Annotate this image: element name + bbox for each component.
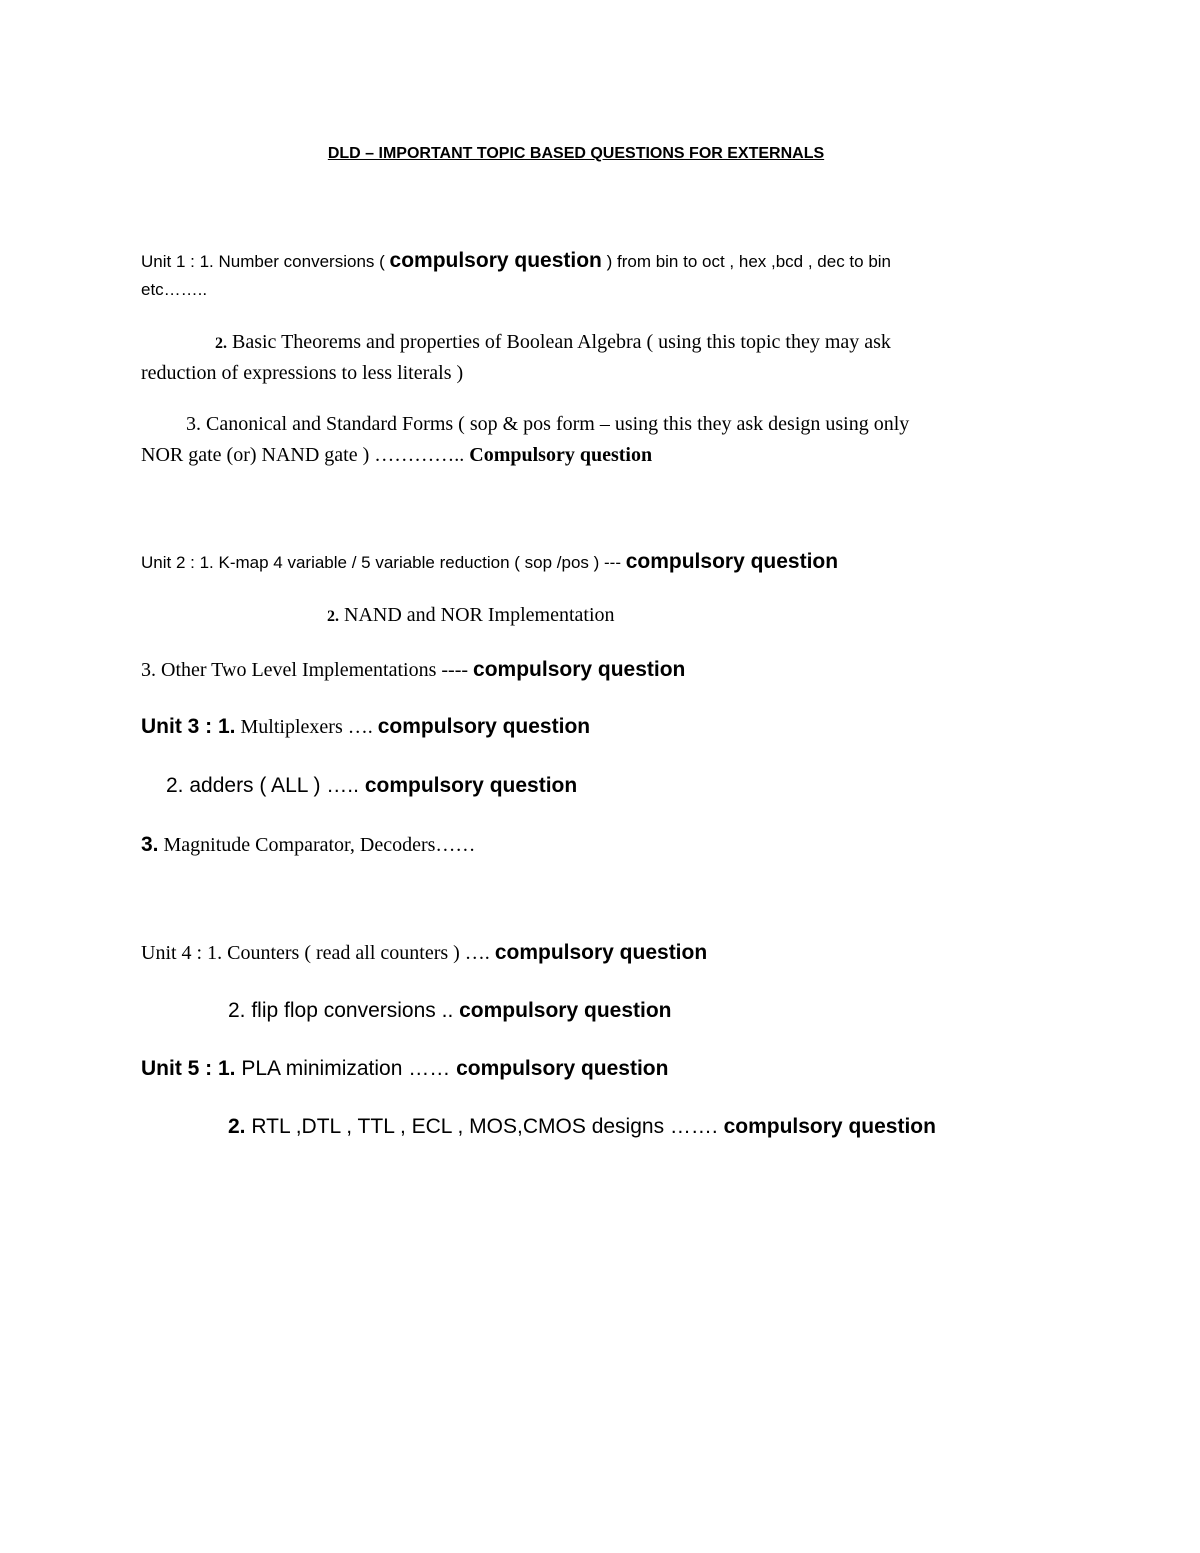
unit4-item2-text: 2. flip flop conversions ..: [228, 999, 460, 1022]
unit4-item1: [141, 940, 707, 965]
unit1-item2-text: Basic Theorems and properties of Boolean Algebra ( using this topic they may ask: [227, 331, 891, 353]
unit2-label: Unit 2 : 1. K-map 4 variable / 5 variable reduction ( sop /pos ) ---: [141, 553, 626, 572]
unit3-item2-compulsory: compulsory question: [364, 774, 578, 797]
unit1-label: Unit 1 :: [141, 252, 200, 271]
unit4-item2-compulsory: compulsory question: [459, 999, 672, 1022]
unit1-item3-continuation: [141, 443, 652, 467]
unit5-label: Unit 5 : 1.: [141, 1057, 236, 1080]
unit1-item2-continuation: reduction of expressions to less literals ): [141, 362, 464, 384]
unit4-item1-compulsory: compulsory question: [494, 941, 708, 964]
unit2-item2-number: 2.: [327, 608, 339, 625]
unit5-item1-compulsory: compulsory question: [456, 1057, 669, 1080]
unit1-item1-number: 1.: [199, 252, 219, 271]
document-title: DLD – IMPORTANT TOPIC BASED QUESTIONS FOR EXTERNALS: [327, 145, 825, 162]
unit3-label: Unit 3 : 1.: [141, 715, 236, 738]
unit1-item3-compulsory: Compulsory question: [469, 444, 653, 466]
unit2-item3-text: 3. Other Two Level Implementations ----: [141, 659, 474, 681]
unit1-item2-number: 2.: [215, 335, 227, 352]
unit1-item2: [215, 330, 891, 354]
unit2-item1-compulsory: compulsory question: [625, 550, 839, 573]
unit5-item2-number: 2.: [228, 1115, 246, 1138]
unit1-item1-continuation: etc……..: [141, 280, 208, 299]
unit3-item1: [141, 714, 590, 739]
unit3-item1-text: Multiplexers ….: [235, 716, 378, 738]
unit5-item2-compulsory: compulsory question: [723, 1115, 936, 1138]
unit3-item1-compulsory: compulsory question: [377, 715, 591, 738]
unit2-item2-text: NAND and NOR Implementation: [339, 604, 615, 626]
unit1-item1: [141, 248, 891, 273]
unit1-item3: 3. Canonical and Standard Forms ( sop & pos form – using this they ask design using only: [186, 413, 910, 435]
unit1-item1-text: Number conversions (: [218, 252, 390, 271]
unit3-item2: [166, 773, 577, 798]
unit2-item3: [141, 657, 685, 682]
unit5-item1-text: PLA minimization ……: [235, 1057, 457, 1080]
unit5-item1: [141, 1056, 668, 1081]
unit2-item2: [327, 603, 615, 627]
unit3-item3-text: Magnitude Comparator, Decoders……: [158, 834, 476, 856]
unit1-item3-text: NOR gate (or) NAND gate ) …………..: [141, 444, 470, 466]
unit3-item2-text: 2. adders ( ALL ) …..: [166, 774, 365, 797]
unit1-item1-tail: ) from bin to oct , hex ,bcd , dec to bin: [601, 252, 892, 271]
unit2-item3-compulsory: compulsory question: [473, 658, 686, 681]
unit4-label: Unit 4 : 1. Counters ( read all counters ) ….: [141, 942, 495, 964]
unit1-item1-compulsory: compulsory question: [389, 249, 602, 272]
unit2-item1: [141, 549, 838, 574]
unit5-item2-text: RTL ,DTL , TTL , ECL , MOS,CMOS designs …….: [245, 1115, 724, 1138]
unit5-item2: [228, 1114, 936, 1139]
unit3-item3: [141, 832, 475, 857]
unit3-item3-number: 3.: [141, 833, 159, 856]
unit4-item2: [228, 998, 671, 1023]
